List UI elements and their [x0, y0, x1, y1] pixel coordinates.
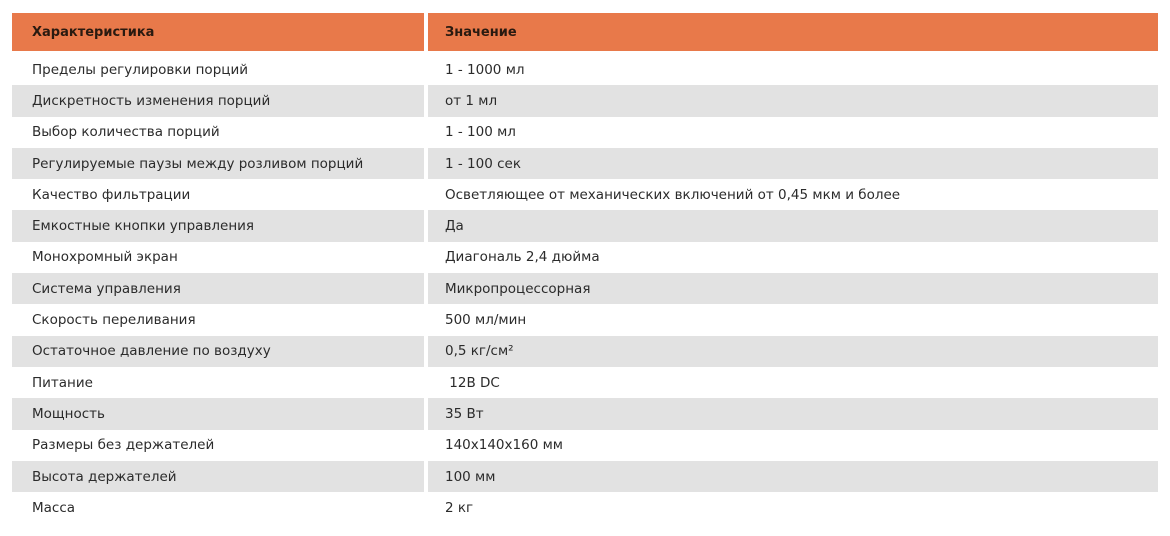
table-row	[12, 179, 1158, 210]
row-value: Диагональ 2,4 дюйма	[428, 242, 1158, 273]
row-value: 1 - 100 сек	[428, 148, 1158, 179]
row-name: Масса	[12, 492, 424, 523]
table-row	[12, 461, 1158, 492]
row-value: 0,5 кг/см²	[428, 336, 1158, 367]
row-name: Размеры без держателей	[12, 430, 424, 461]
row-value: 500 мл/мин	[428, 304, 1158, 335]
table-row	[12, 367, 1158, 398]
header-characteristic: Характеристика	[12, 13, 424, 51]
table-row	[12, 430, 1158, 461]
row-value: Осветляющее от механических включений от 0,45 мкм и более	[428, 179, 1158, 210]
row-value: 1 - 100 мл	[428, 117, 1158, 148]
row-name: Выбор количества порций	[12, 117, 424, 148]
row-name: Система управления	[12, 273, 424, 304]
table-row	[12, 117, 1158, 148]
row-value: 1 - 1000 мл	[428, 54, 1158, 85]
row-name: Питание	[12, 367, 424, 398]
row-name: Высота держателей	[12, 461, 424, 492]
table-row	[12, 304, 1158, 335]
table-row	[12, 336, 1158, 367]
header-value: Значение	[428, 13, 1158, 51]
row-value: 12В DC	[428, 367, 1158, 398]
table-row	[12, 54, 1158, 85]
row-value: Да	[428, 210, 1158, 241]
row-value: Микропроцессорная	[428, 273, 1158, 304]
row-name: Мощность	[12, 398, 424, 429]
table-row	[12, 210, 1158, 241]
row-name: Регулируемые паузы между розливом порций	[12, 148, 424, 179]
table-row	[12, 273, 1158, 304]
row-value: 140х140х160 мм	[428, 430, 1158, 461]
row-name: Емкостные кнопки управления	[12, 210, 424, 241]
table-row	[12, 85, 1158, 116]
row-name: Качество фильтрации	[12, 179, 424, 210]
table-row	[12, 148, 1158, 179]
specifications-table	[12, 13, 1158, 523]
row-value: 100 мм	[428, 461, 1158, 492]
table-row	[12, 242, 1158, 273]
row-value: 2 кг	[428, 492, 1158, 523]
table-header	[12, 13, 1158, 51]
row-value: 35 Вт	[428, 398, 1158, 429]
row-name: Остаточное давление по воздуху	[12, 336, 424, 367]
row-name: Монохромный экран	[12, 242, 424, 273]
row-value: от 1 мл	[428, 85, 1158, 116]
row-name: Пределы регулировки порций	[12, 54, 424, 85]
row-name: Скорость переливания	[12, 304, 424, 335]
row-name: Дискретность изменения порций	[12, 85, 424, 116]
table-row	[12, 398, 1158, 429]
table-row	[12, 492, 1158, 523]
